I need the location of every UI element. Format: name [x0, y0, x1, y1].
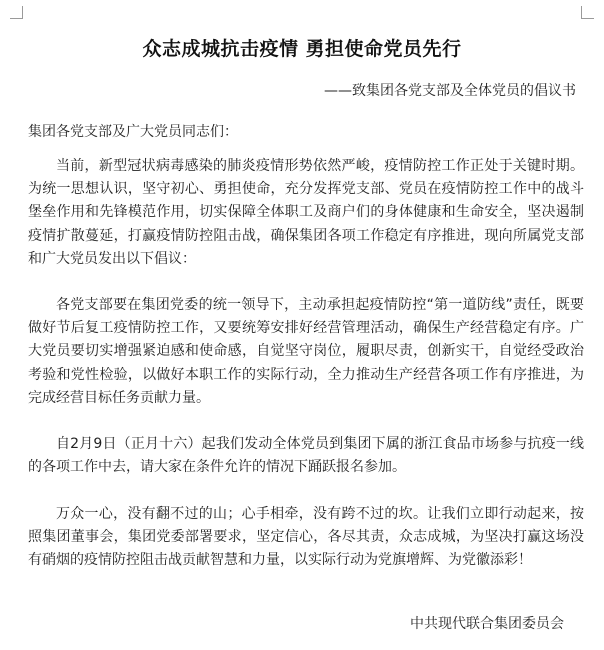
page-corner-mark-right — [581, 6, 594, 19]
paragraph-4: 万众一心，没有翻不过的山；心手相牵，没有跨不过的坎。让我们立即行动起来，按照集团董事会，集团党委部署要求，坚定信心，各尽其责，众志成城，为坚决打赢这场没有硝烟的疫情防控阻击战贡献智慧和力量，以实际行动为党旗增辉、为党徽添彩！ — [28, 506, 584, 569]
paragraph-1: 当前，新型冠状病毒感染的肺炎疫情形势依然严峻，疫情防控工作正处于关键时期。为统一思想认识，坚守初心、勇担使命，充分发挥党支部、党员在疫情防控工作中的战斗堡垒作用和先锋模范作用，切实保障全体职工及商户们的身体健康和生命安全，坚决遏制疫情扩散蔓延，打赢疫情防控阻击战，确保集团各项工作稳定有序推进，现向所属党支部和广大党员发出以下倡议： — [28, 158, 584, 267]
paragraph-2: 各党支部要在集团党委的统一领导下，主动承担起疫情防控“第一道防线”责任，既要做好节后复工疫情防控工作，又要统筹安排好经营管理活动，确保生产经营稳定有序。广大党员要切实增强紧迫感和使命感，自觉坚守岗位，履职尽责，创新实干，自觉经受政治考验和党性检验，以做好本职工作的实际行动，全力推动生产经营各项工作有序推进，为完成经营目标任务贡献力量。 — [28, 297, 584, 406]
document-title: 众志成城抗击疫情 勇担使命党员先行 — [142, 38, 462, 60]
document-subtitle: ——致集团各党支部及全体党员的倡议书 — [324, 83, 576, 99]
signature: 中共现代联合集团委员会 — [410, 616, 564, 632]
paragraph-3: 自2月9日（正月十六）起我们发动全体党员到集团下属的浙江食品市场参与抗疫一线的各项工作中去，请大家在条件允许的情况下踊跃报名参加。 — [28, 436, 584, 476]
page-corner-mark-left — [10, 6, 23, 19]
salutation: 集团各党支部及广大党员同志们： — [28, 124, 238, 140]
